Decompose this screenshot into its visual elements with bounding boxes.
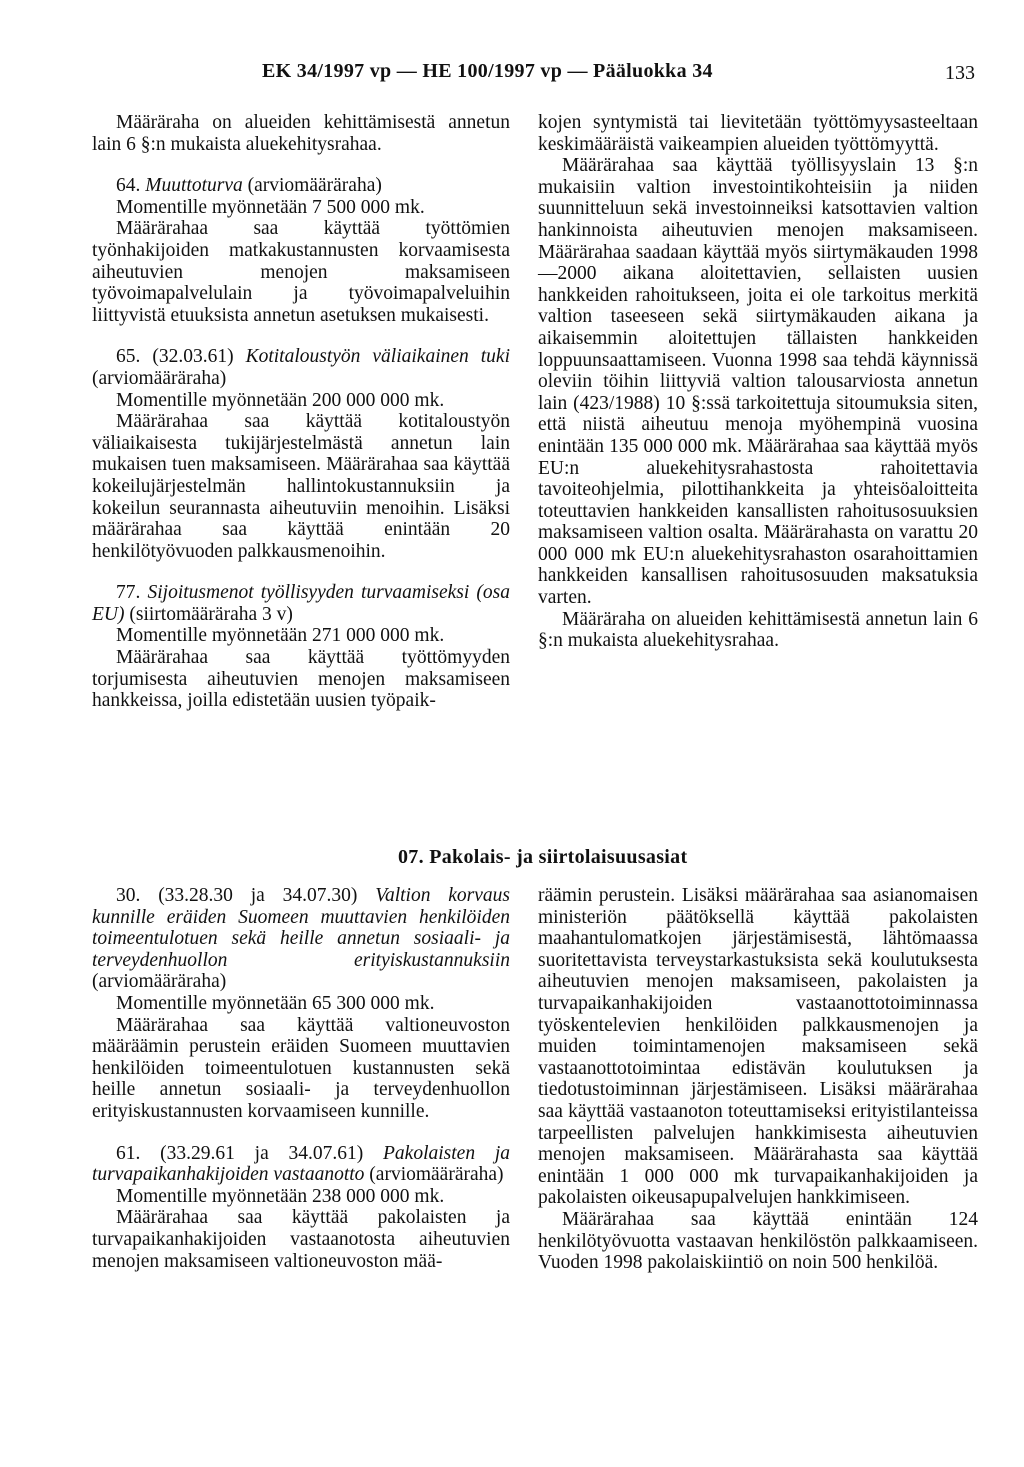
item-64-heading [92,175,510,197]
item-30-text: Määrärahaa saa käyttää valtioneuvoston määräämin perustein eräiden Suomeen muuttavien henkilöiden toimeentulotuen kustannusten sekä heille annetun sosiaali- ja terveydenhuollon erityiskustannusten korvaamiseen kunnille. [92,1014,510,1122]
item-65-text: Määrärahaa saa käyttää kotitaloustyön väliaikaisesta tukijärjestelmästä annetun lain mukaisen tuen maksamiseen. Määrärahaa saa käyttää kokeilujärjestelmän hallintokustannuksiin ja kokeilun seurannasta aiheutuviin menoihin. Lisäksi määrärahaa saa käyttää enintään 20 henkilötyövuoden palkkausmenoihin. [92,411,510,562]
item-64-text: Määrärahaa saa käyttää työttömien työnhakijoiden matkakustannusten korvaamisesta aiheutuvien menojen maksamiseen työvoimapalvelulain ja työvoimapalveluihin liittyvistä etuuksista annetun asetuksen mukaisesti. [92,218,510,326]
paragraph: kojen syntymistä tai lievitetään työttömyysasteeltaan keskimääräistä vaikeampien alueiden työttömyyttä. [538,112,978,155]
page-number: 133 [945,62,975,84]
item-title: Sijoitusmenot työllisyyden turvaamiseksi (osa EU) [92,582,510,625]
paragraph: Määräraha on alueiden kehittämisestä annetun lain 6 §:n mukaista aluekehitysrahaa. [92,112,510,155]
top-right-column [538,112,978,652]
item-type: (arviomääräraha) [369,1164,504,1186]
item-61-amount: Momentille myönnetään 238 000 000 mk. [116,1185,445,1207]
paragraph: Määrärahaa saa käyttää enintään 124 henkilötyövuotta vastaavan henkilöstön palkkaamiseen. Vuoden 1998 pakolaiskiintiö on noin 500 henkilöä. [538,1208,978,1274]
top-left-column [92,112,510,712]
item-65-heading [92,346,510,389]
bottom-right-column [538,885,978,1274]
page-header [0,60,1024,88]
item-65-amount: Momentille myönnetään 200 000 000 mk. [116,389,445,411]
item-number: 61. (33.29.61 ja 34.07.61) [116,1142,364,1164]
item-30-amount: Momentille myönnetään 65 300 000 mk. [116,992,435,1014]
item-title: Kotitaloustyön väliaikainen tuki [245,346,510,368]
item-type: (siirtomääräraha 3 v) [129,603,293,625]
item-61-heading [92,1143,510,1186]
bottom-left-column [92,885,510,1272]
item-30-heading [92,885,510,993]
item-type: (arviomääräraha) [92,367,227,389]
item-title: Valtion korvaus kunnille eräiden Suomeen muuttavien henkilöiden toimeentulotuen sekä heille annetun sosiaali- ja terveydenhuollon erityiskustannuksiin [92,885,510,971]
header-title: EK 34/1997 vp — HE 100/1997 vp — Pääluokka 34 [262,60,713,82]
item-77-text: Määrärahaa saa käyttää työttömyyden torjumisesta aiheutuvien menojen maksamiseen hankkeissa, joilla edistetään uusien työpaik- [92,647,510,712]
item-number: 64. [116,175,141,197]
item-77-heading [92,582,510,625]
item-number: 30. (33.28.30 ja 34.07.30) [116,885,358,906]
paragraph: Määräraha on alueiden kehittämisestä annetun lain 6 §:n mukaista aluekehitysrahaa. [538,608,978,652]
paragraph: räämin perustein. Lisäksi määrärahaa saa asianomaisen ministeriön päätöksellä käyttää pakolaisten maahantulomatkojen järjestämisestä, lähtömaassa suoritettavista terveystarkastuksista sekä koulutuksesta aiheutuvien menojen maksamiseen, pakolaisten ja turvapaikanhakijoiden vastaanottotoiminnassa työskentelevien henkilöiden palkkausmenojen ja muiden toimintamenojen maksamiseen sekä vastaanottotoimintaa edistävän koulutuksen ja tiedotustoiminnan järjestämiseen. Lisäksi määrärahaa saa käyttää vastaanoton toteuttamiseksi erityistilanteissa tarpeellisten palvelujen hankkimisesta aiheutuvien menojen maksamiseen. Määrärahasta saa käyttää enintään 1 000 000 mk turvapaikanhakijoiden ja pakolaisten oikeusapupalvelujen hankkimiseen. [538,885,978,1209]
item-title: Muuttoturva [145,175,243,197]
item-64-amount: Momentille myönnetään 7 500 000 mk. [116,196,425,218]
paragraph: Määrärahaa saa käyttää työllisyyslain 13 §:n mukaisiin valtion investointikohteisiin ja niiden suunnitteluun sekä investoinneiksi katsottavien valtion hankinnoista aiheutuvien menojen maksamiseen. Määrärahaa saadaan käyttää myös siirtymäkauden 1998—2000 aikana aloitettavien, sellaisten uusien hankkeiden rahoitukseen, joita ei ole tarkoitus merkitä valtion taseeseen sekä siirtymäkauden aikana ja aikaisemmin aloitettujen tällaisten hankkeiden loppuunsaattamiseen. Vuonna 1998 saa tehdä käynnissä oleviin töihin liittyviä valtion talousarviosta annetun lain (423/1988) 10 §:ssä tarkoitettuja sitoumuksia siten, että niistä aiheutuu menoja myöhempinä vuosina enintään 135 000 000 mk. Määrärahaa saa käyttää myös EU:n aluekehitysrahastosta rahoitettavia tavoiteohjelmia, pilottihankkeita ja yhteisöaloitteita toteuttavien hankkeiden kansallisten rahoitusosuuksien maksamiseen valtion osalta. Määrärahasta on varattu 20 000 000 mk EU:n aluekehitysrahaston osarahoittamien hankkeiden kansallisen rahoitusosuuden maksatuksia varten. [538,155,978,609]
item-number: 65. (32.03.61) [116,346,234,368]
item-type: (arviomääräraha) [92,971,227,993]
item-61-text: Määrärahaa saa käyttää pakolaisten ja turvapaikanhakijoiden vastaanotosta aiheutuvien menojen maksamiseen valtioneuvoston mää- [92,1207,510,1272]
item-title: Pakolaisten ja turvapaikanhakijoiden vastaanotto [92,1142,510,1186]
item-number: 77. [116,582,141,604]
item-type: (arviomääräraha) [247,175,382,197]
section-heading: 07. Pakolais- ja siirtolaisuusasiat [398,846,688,868]
item-77-amount: Momentille myönnetään 271 000 000 mk. [116,625,445,647]
